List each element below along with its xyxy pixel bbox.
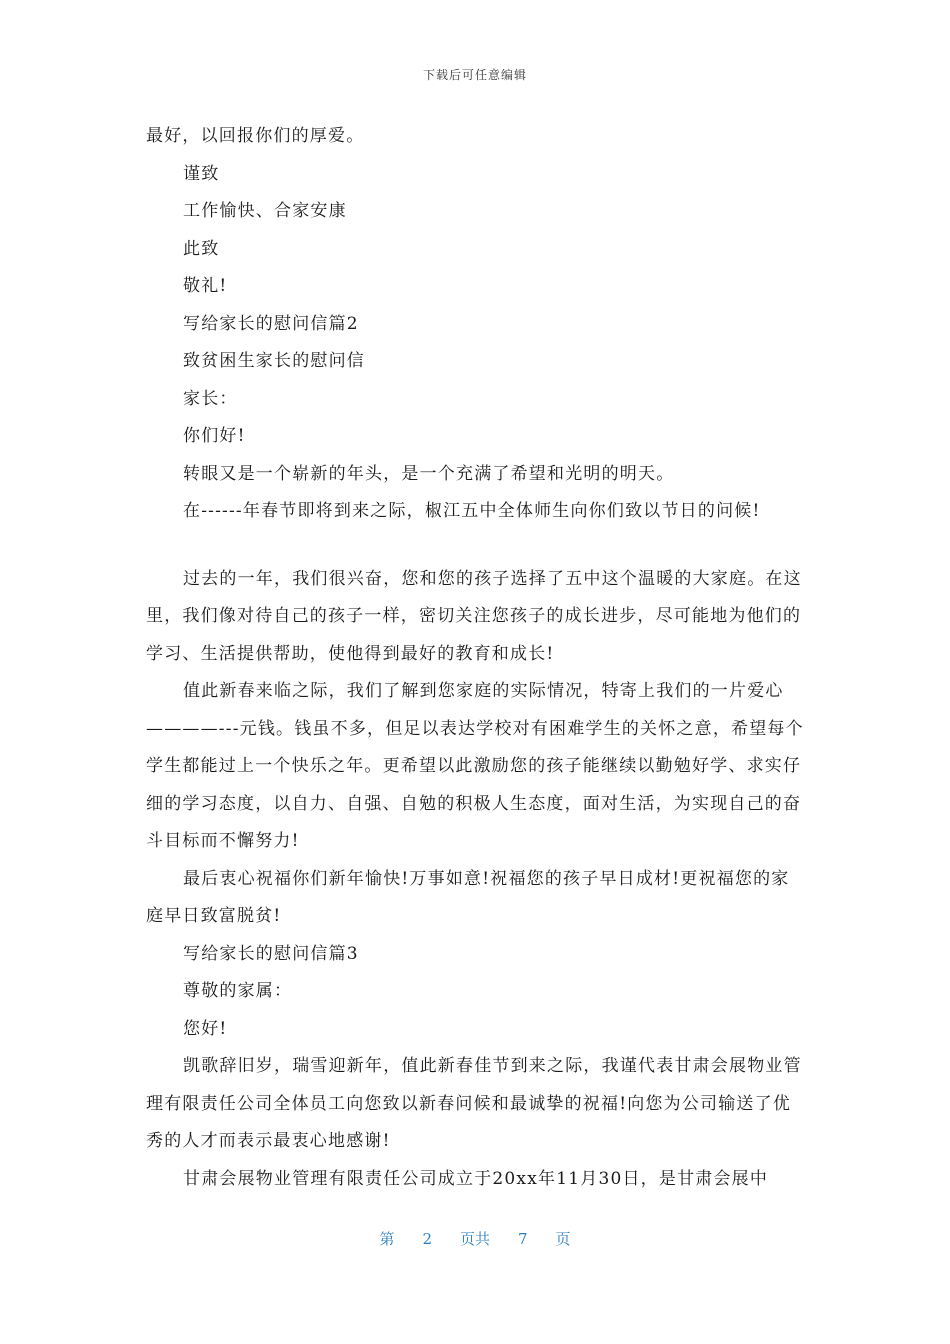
- paragraph: 你们好!: [183, 426, 246, 446]
- footer-total-pages: 7: [518, 1230, 528, 1248]
- paragraph: 您好!: [183, 1018, 228, 1039]
- footer-label-end: 页: [555, 1230, 571, 1248]
- paragraph: 值此新春来临之际，我们了解到您家庭的实际情况，特寄上我们的一片爱心————---元钱。钱虽不多，但足以表达学校对有困难学生的关怀之意，希望每个学生都能过上一个快乐之年。更希望以此激励您的孩子能继续以勤勉好学、求实仔细的学习态度，以自力、自强、自勉的积极人生态度，面对生活，为实现自己的奋斗目标而不懈努力!: [146, 681, 804, 851]
- paragraph: 敬礼!: [183, 276, 228, 296]
- paragraph: 凯歌辞旧岁，瑞雪迎新年，值此新春佳节到来之际，我谨代表甘肃会展物业管理有限责任公司全体员工向您致以新春问候和最诚挚的祝福!向您为公司输送了优秀的人才而表示最衷心地感谢!: [146, 1056, 802, 1151]
- document-body: [146, 118, 806, 1198]
- footer-label-of: 页共: [459, 1230, 490, 1248]
- paragraph: 在------年春节即将到来之际，椒江五中全体师生向你们致以节日的问候!: [183, 501, 761, 521]
- paragraph: 工作愉快、合家安康: [183, 201, 347, 221]
- paragraph: 家长：: [183, 388, 238, 409]
- page-header: 下载后可任意编辑: [422, 68, 527, 82]
- paragraph: 致贫困生家长的慰问信: [183, 351, 365, 371]
- paragraph: 此致: [183, 238, 220, 259]
- paragraph: 最后衷心祝福你们新年愉快!万事如意!祝福您的孩子早日成材!更祝福您的家庭早日致富脱贫!: [146, 868, 790, 926]
- paragraph: 谨致: [183, 163, 220, 184]
- paragraph: 过去的一年，我们很兴奋，您和您的孩子选择了五中这个温暖的大家庭。在这里，我们像对待自己的孩子一样，密切关注您孩子的成长进步，尽可能地为他们的学习、生活提供帮助，使他得到最好的教育和成长!: [146, 568, 802, 664]
- paragraph: 转眼又是一个崭新的年头，是一个充满了希望和光明的明天。: [183, 463, 675, 484]
- paragraph: 写给家长的慰问信篇2: [183, 313, 359, 334]
- paragraph: 写给家长的慰问信篇3: [183, 943, 359, 964]
- paragraph: 最好，以回报你们的厚爱。: [146, 126, 365, 146]
- paragraph: 甘肃会展物业管理有限责任公司成立于20xx年11月30日，是甘肃会展中: [183, 1168, 769, 1189]
- footer-current-page: 2: [422, 1230, 432, 1248]
- paragraph: 尊敬的家属：: [183, 981, 293, 1001]
- footer-label-page: 第: [379, 1230, 395, 1248]
- page-footer: [0, 1228, 950, 1249]
